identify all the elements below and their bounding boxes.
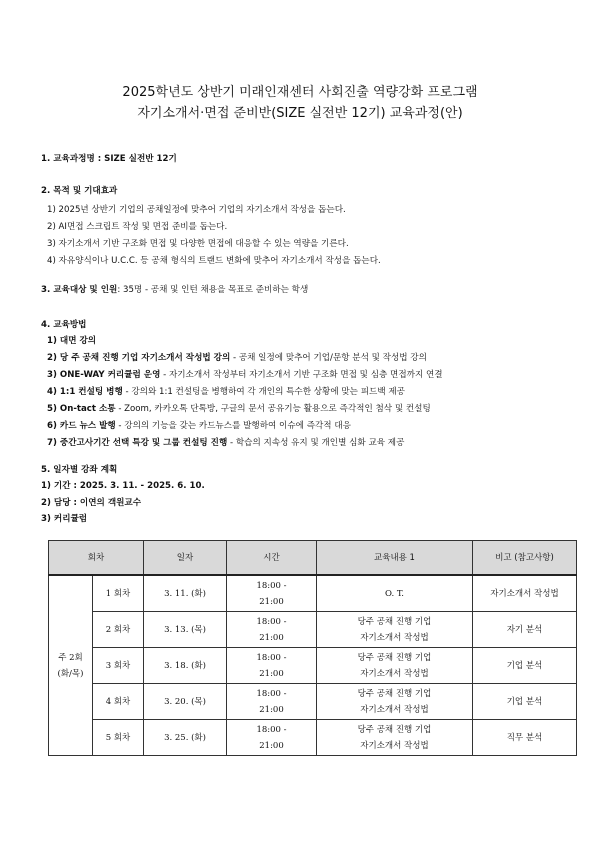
content-line2: 자기소개서 작성법	[360, 740, 429, 751]
time-start: 18:00 -	[256, 724, 287, 735]
table-row	[49, 648, 577, 684]
note-cell: 자기소개서 작성법	[473, 575, 577, 612]
table-row	[49, 684, 577, 720]
header-session: 회차	[49, 541, 144, 576]
method-title: 4) 1:1 컨설팅 병행	[47, 387, 123, 397]
section1-heading: 1. 교육과정명 : SIZE 실전반 12기	[41, 154, 177, 164]
section3-line	[41, 285, 308, 296]
method-item	[47, 421, 351, 432]
time-end: 21:00	[259, 704, 284, 715]
purpose-item: 2) AI면접 스크립트 작성 및 면접 준비를 돕는다.	[47, 222, 228, 232]
section5-heading: 5. 일자별 강좌 계획	[41, 465, 118, 475]
session-cell: 4 회차	[93, 684, 144, 720]
time-cell	[227, 575, 317, 612]
content-cell	[317, 575, 473, 612]
note-cell: 자기 분석	[473, 612, 577, 648]
time-cell	[227, 648, 317, 684]
header-date: 일자	[144, 541, 227, 576]
method-title: 1) 대면 강의	[47, 336, 97, 346]
method-item	[47, 404, 431, 415]
table-header-row	[49, 541, 577, 576]
method-desc: - Zoom, 카카오톡 단톡방, 구글의 문서 공유기능 활용으로 즉각적인 첨삭 및 컨설팅	[115, 404, 431, 414]
note-cell: 직무 분석	[473, 720, 577, 756]
content-cell	[317, 612, 473, 648]
content-line1: 당주 공채 진행 기업	[357, 688, 432, 699]
method-title: 2) 당 주 공채 진행 기업 자기소개서 작성법 강의	[47, 353, 231, 363]
note-cell: 기업 분석	[473, 648, 577, 684]
schedule-instructor: 2) 담당 : 이연의 객원교수	[41, 498, 142, 508]
date-cell: 3. 13. (목)	[144, 612, 227, 648]
time-end: 21:00	[259, 740, 284, 751]
content-line1: 당주 공채 진행 기업	[357, 616, 432, 627]
content-line1: 당주 공채 진행 기업	[357, 652, 432, 663]
section3-value: : 35명 - 공채 및 인턴 채용을 목표로 준비하는 학생	[117, 285, 309, 295]
content-line1: O. T.	[385, 588, 404, 599]
content-line2: 자기소개서 작성법	[360, 668, 429, 679]
date-cell: 3. 11. (화)	[144, 575, 227, 612]
section3-label: 3. 교육대상 및 인원	[41, 285, 118, 295]
group-line1: 주 2회	[58, 652, 83, 663]
date-cell: 3. 25. (화)	[144, 720, 227, 756]
note-cell: 기업 분석	[473, 684, 577, 720]
time-end: 21:00	[259, 596, 284, 607]
date-cell: 3. 20. (목)	[144, 684, 227, 720]
method-item	[47, 370, 443, 381]
time-cell	[227, 612, 317, 648]
content-cell	[317, 720, 473, 756]
curriculum-table	[48, 540, 577, 756]
method-title: 3) ONE-WAY 커리큘럼 운영	[47, 370, 161, 380]
header-time: 시간	[227, 541, 317, 576]
method-desc: - 공채 일정에 맞추어 기업/문항 분석 및 작성법 강의	[230, 353, 427, 363]
session-cell: 5 회차	[93, 720, 144, 756]
schedule-period: 1) 기간 : 2025. 3. 11. - 2025. 6. 10.	[41, 481, 205, 491]
table-row	[49, 575, 577, 612]
time-start: 18:00 -	[256, 616, 287, 627]
method-title: 7) 중간고사기간 선택 특강 및 그룹 컨설팅 진행	[47, 438, 228, 448]
method-desc: - 학습의 지속성 유지 및 개인별 심화 교육 제공	[227, 438, 405, 448]
time-start: 18:00 -	[256, 580, 287, 591]
group-cell	[49, 575, 93, 756]
section2-heading: 2. 목적 및 기대효과	[41, 186, 118, 196]
method-desc: - 자기소개서 작성부터 자기소개서 기반 구조화 면접 및 심층 면접까지 연결	[160, 370, 443, 380]
method-title: 5) On-tact 소통	[47, 404, 116, 414]
method-item	[47, 336, 96, 347]
content-cell	[317, 648, 473, 684]
purpose-item: 3) 자기소개서 기반 구조화 면접 및 다양한 면접에 대응할 수 있는 역량을 기른다.	[47, 239, 349, 249]
time-end: 21:00	[259, 632, 284, 643]
session-cell: 1 회차	[93, 575, 144, 612]
time-end: 21:00	[259, 668, 284, 679]
section4-heading: 4. 교육방법	[41, 320, 87, 330]
header-content: 교육내용 1	[317, 541, 473, 576]
time-start: 18:00 -	[256, 652, 287, 663]
table-row	[49, 612, 577, 648]
session-cell: 3 회차	[93, 648, 144, 684]
header-note: 비고 (참고사항)	[473, 541, 577, 576]
date-cell: 3. 18. (화)	[144, 648, 227, 684]
time-cell	[227, 720, 317, 756]
content-line2: 자기소개서 작성법	[360, 704, 429, 715]
content-line1: 당주 공채 진행 기업	[357, 724, 432, 735]
method-item	[47, 438, 404, 449]
method-title: 6) 카드 뉴스 발행	[47, 421, 116, 431]
purpose-item: 1) 2025년 상반기 기업의 공채일정에 맞추어 기업의 자기소개서 작성을 돕는다.	[47, 205, 346, 215]
session-cell: 2 회차	[93, 612, 144, 648]
content-cell	[317, 684, 473, 720]
method-desc: - 강의의 기능을 갖는 카드뉴스를 발행하여 이슈에 즉각적 대응	[115, 421, 351, 431]
content-line2: 자기소개서 작성법	[360, 632, 429, 643]
group-line2: (화/목)	[57, 668, 84, 679]
purpose-item: 4) 자유양식이나 U.C.C. 등 공채 형식의 트랜드 변화에 맞추어 자기소개서 작성을 돕는다.	[47, 256, 381, 266]
document-title-line2: 자기소개서·면접 준비반(SIZE 실전반 12기) 교육과정(안)	[137, 106, 463, 121]
document-title-line1: 2025학년도 상반기 미래인재센터 사회진출 역량강화 프로그램	[122, 85, 478, 100]
method-item	[47, 387, 405, 398]
method-desc: - 강의와 1:1 컨설팅을 병행하여 각 개인의 특수한 상황에 맞는 피드백 제공	[122, 387, 405, 397]
time-cell	[227, 684, 317, 720]
time-start: 18:00 -	[256, 688, 287, 699]
schedule-curriculum: 3) 커리큘럼	[41, 514, 88, 524]
table-row	[49, 720, 577, 756]
method-item	[47, 353, 427, 364]
